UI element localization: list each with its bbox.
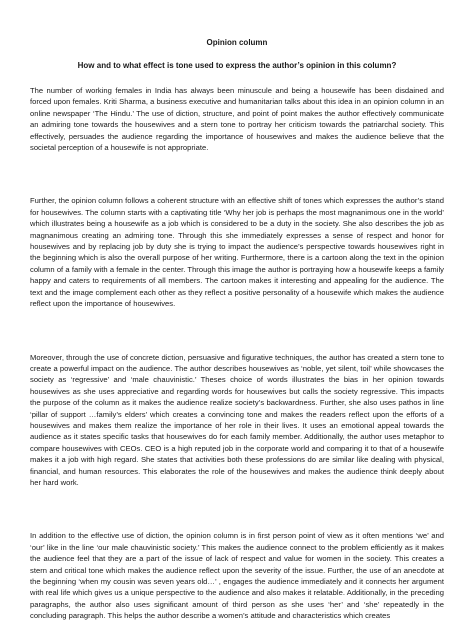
paragraph-point-of-view: In addition to the effective use of diction, the opinion column is in first person point of view as it often mentions ‘we’ and ‘our’ like in the line ‘our male chauvinistic society.’ This makes the audience connect to the problem efficiently as it makes the audience feel that they are a part of the issue of lack of respect and value for women in the society. This creates a stern and critical tone which makes the audience reflect upon the severity of the issue. Further, the use of an anecdote at the beginning ‘when my cousin was seven years old…’ , engages the audience immediately and it connects her argument with real life which gives us a unique perspective to the audience and also makes it relatable. Additionally, in the preceding paragraphs, the author also uses significant amount of third person as she uses ‘her’ and ‘she’ repeatedly in the concluding paragraph. This helps the author describe a women’s attitude and characteristics which creates <box>30 531 444 621</box>
document-question: How and to what effect is tone used to express the author’s opinion in this column? <box>77 61 397 70</box>
paragraph-diction: Moreover, through the use of concrete diction, persuasive and figurative techniques, the author has created a stern tone to create a powerful impact on the audience. The author describes housewives as ‘noble, yet silent, toil’ while showcases the society as ‘regressive’ and ‘male chauvinistic.’ Theses choice of words illustrates the bias in her opinion towards housewives as she uses appreciative and regarding words for housewives but calls the society regressive. This impacts the purpose of the column as it makes the audience realize society’s backwardness. Further, she also uses pathos in line ‘pillar of support …family’s elders’ which creates a convincing tone and makes the readers reflect upon the efforts of a housewives and makes them realize the importance of her role in their lives. It uses an emotional appeal towards the audience as it states specific tasks that housewives do for each family member. Additionally, the author uses metaphor to compare housewives with CEOs. CEO is a high reputed job in the corporate world and comparing it to that of a housewife makes it a job with high regard. She states that activities both these professions do are similar like dealing with physical, financial, and human resources. This elaborates the role of the housewives and makes the audience think deeply about her hard work. <box>30 352 444 487</box>
document-title: Opinion column <box>206 38 268 47</box>
paragraph-structure: Further, the opinion column follows a coherent structure with an effective shift of tones which expresses the author’s stand for housewives. The column starts with a captivating title ‘Why her job is perhaps the most magnanimous one in the world’ which illustrates being a housewife as a job which is considered to be a duty in the society. She also describes the job as magnanimous creating an admiring tone. Through this she immediately expresses a sense of respect and honor for housewives and by replacing job by duty she is trying to impact the audience’s perspective towards housewives right in the beginning which is also the overall purpose of her writing. Furthermore, there is a cartoon along the text in the opinion column of a family with a female in the center. Through this image the author is portraying how a housewife keeps a family happy and caters to requirements of all members. The cartoon makes it interesting and appealing for the audience. The text and the image complement each other as they reflect a positive personality of a housewife which makes the audience reflect upon the importance of housewives. <box>30 196 444 309</box>
paragraph-intro: The number of working females in India has always been minuscule and being a housewife has been disdained and forced upon females. Kriti Sharma, a business executive and humanitarian talks about this idea in an opinion column in an online newspaper ‘The Hindu.’ The use of diction, structure, and point of point makes the author effectively communicate an admiring tone towards the housewives and a stern tone to portray her criticism towards the patriarchal society. This effectively, persuades the audience regarding the importance of housewives and makes the audience believe that the societal perception of a housewife is not appropriate. <box>30 86 444 153</box>
